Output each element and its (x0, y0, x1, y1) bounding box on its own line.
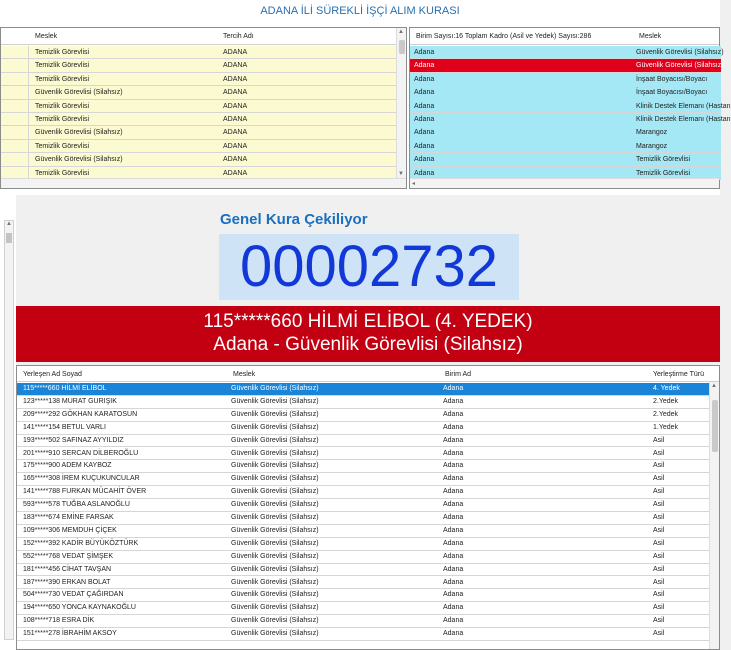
table-cell: Asil (653, 462, 665, 470)
table-cell: Asil (653, 565, 665, 573)
table-cell: Adana (443, 423, 464, 431)
table-cell: ADANA (223, 156, 248, 164)
table-cell: Asil (653, 436, 665, 444)
table-cell: Güvenlik Görevlisi (Silahsız) (231, 501, 319, 509)
table-cell: 2.Yedek (653, 410, 679, 418)
row-selector[interactable] (1, 126, 29, 138)
table-cell: Adana (414, 75, 435, 83)
table-cell: Asil (653, 630, 665, 638)
scroll-left-arrow-icon[interactable]: ◂ (412, 181, 416, 187)
row-selector[interactable] (1, 86, 29, 98)
table-cell: Adana (443, 462, 464, 470)
table-cell: 4. Yedek (653, 385, 680, 392)
table-cell: 141*****788 FURKAN MÜCAHİT ÖVER (23, 488, 147, 496)
table-cell: Adana (443, 526, 464, 534)
table-cell: Adana (443, 397, 464, 405)
table-row[interactable] (17, 448, 711, 461)
table-cell: Adana (414, 89, 435, 97)
table-cell: 552*****768 VEDAT ŞİMŞEK (23, 552, 114, 560)
table-cell: Adana (443, 539, 464, 547)
table-row[interactable] (1, 113, 397, 126)
preference-grid[interactable] (0, 27, 407, 189)
table-cell: Adana (443, 565, 464, 573)
table-cell: Asil (653, 514, 665, 521)
table-cell: Güvenlik Görevlisi (Silahsız) (35, 156, 123, 164)
draw-number-box (219, 234, 519, 300)
table-row[interactable] (410, 100, 731, 113)
column-header-tercih-adi[interactable]: Tercih Adı (223, 33, 254, 40)
row-selector[interactable] (1, 73, 29, 85)
table-cell: Güvenlik Görevlisi (Silahsız) (231, 591, 319, 599)
row-selector[interactable] (1, 100, 29, 112)
table-cell: Temizlik Görevlisi (35, 49, 90, 56)
table-cell: Adana (443, 630, 464, 638)
table-cell: İnşaat Boyacısı/Boyacı (636, 75, 708, 83)
table-cell: Temizlik Görevlisi (35, 142, 90, 150)
placement-grid-vscroll[interactable] (709, 382, 719, 649)
preference-grid-header (1, 28, 406, 45)
table-cell: ADANA (223, 142, 248, 150)
table-cell: Güvenlik Görevlisi (Silahsız) (35, 89, 123, 97)
table-row[interactable] (17, 486, 711, 499)
table-cell: Adana (414, 129, 435, 137)
table-cell: ADANA (223, 102, 248, 110)
table-cell: Güvenlik Görevlisi (Silahsız) (231, 423, 319, 431)
table-cell: 504*****730 VEDAT ÇAĞIRDAN (23, 591, 124, 599)
table-cell: Güvenlik Görevlisi (Silahsız) (231, 397, 319, 405)
table-cell: Adana (414, 102, 435, 110)
table-row[interactable] (17, 538, 711, 551)
table-cell: Adana (443, 604, 464, 612)
unit-grid-hscroll[interactable] (410, 178, 719, 188)
winner-position: Adana - Güvenlik Görevlisi (Silahsız) (213, 334, 523, 355)
column-header-yerlestirme-turu[interactable]: Yerleştirme Türü (653, 371, 704, 378)
table-cell: Adana (443, 501, 464, 509)
draw-status-label: Genel Kura Çekiliyor (220, 211, 368, 228)
table-cell: Asil (653, 604, 665, 612)
table-cell: Klinik Destek Elemanı (Hastan (636, 102, 731, 110)
table-cell: ADANA (223, 169, 248, 177)
table-row[interactable] (17, 499, 711, 512)
table-cell: 152*****392 KADİR BÜYÜKÖZTÜRK (23, 539, 139, 547)
table-cell: 193*****502 SAFINAZ AYYILDIZ (23, 436, 124, 444)
unit-grid-header (410, 28, 719, 45)
table-cell: Adana (443, 475, 464, 483)
table-cell: Adana (443, 617, 464, 625)
table-row[interactable] (17, 589, 711, 602)
scroll-thumb[interactable] (399, 40, 405, 54)
table-cell: Adana (414, 142, 435, 150)
table-cell: Temizlik Görevlisi (35, 75, 90, 83)
table-cell: ADANA (223, 49, 248, 56)
table-cell: ADANA (223, 62, 248, 70)
winner-banner (16, 306, 720, 362)
table-cell: Asil (653, 617, 665, 625)
scroll-thumb[interactable] (712, 400, 718, 452)
column-header-birim-sayisi[interactable]: Birim Sayısı:16 Toplam Kadro (Asil ve Yedek) Sayısı:286 (416, 33, 592, 40)
table-cell: Adana (414, 116, 435, 123)
table-row[interactable] (17, 564, 711, 577)
table-cell: Güvenlik Görevlisi (Silahsız) (231, 462, 319, 470)
table-cell: 187*****390 ERKAN BOLAT (23, 578, 111, 586)
table-cell: Güvenlik Görevlisi (Silahsız) (35, 129, 123, 137)
table-cell: 123*****138 MURAT GURIŞIK (23, 397, 117, 405)
table-cell: Adana (443, 385, 464, 392)
table-cell: 108*****718 ESRA DİK (23, 617, 95, 625)
table-cell: Marangoz (636, 129, 668, 137)
row-selector[interactable] (1, 153, 29, 165)
table-row[interactable] (410, 140, 721, 153)
column-header-meslek[interactable]: Meslek (35, 33, 58, 40)
row-selector[interactable] (1, 46, 29, 58)
table-cell: Asil (653, 501, 665, 509)
table-cell: Güvenlik Görevlisi (Silahsız) (231, 514, 319, 521)
table-cell: Adana (443, 436, 464, 444)
table-cell: 183*****674 EMİNE FARSAK (23, 514, 114, 521)
table-cell: 201*****910 SERCAN DİLBEROĞLU (23, 449, 139, 457)
table-cell: ADANA (223, 129, 248, 137)
unit-grid[interactable] (409, 27, 731, 189)
table-row[interactable] (1, 100, 397, 113)
table-cell: Güvenlik Görevlisi (Silahsız) (231, 410, 319, 418)
table-cell: Güvenlik Görevlisi (Silahsız) (231, 526, 319, 534)
table-row[interactable] (17, 409, 711, 422)
table-cell: Güvenlik Görevlisi (Silahsız) (231, 552, 319, 560)
table-cell: 2.Yedek (653, 397, 679, 405)
table-cell: Asil (653, 475, 665, 483)
table-cell: Asil (653, 526, 665, 534)
table-row[interactable] (17, 551, 711, 564)
table-row[interactable] (1, 86, 397, 99)
side-scrollbar[interactable] (4, 220, 14, 640)
table-row[interactable] (17, 383, 711, 396)
table-row[interactable] (410, 126, 721, 139)
row-selector[interactable] (1, 140, 29, 152)
table-row[interactable] (1, 126, 397, 139)
table-row[interactable] (17, 396, 711, 409)
row-selector[interactable] (1, 59, 29, 71)
table-cell: Temizlik Görevlisi (636, 169, 691, 177)
table-cell: Asil (653, 591, 665, 599)
table-cell: 209*****292 GÖKHAN KARATOSUN (23, 410, 138, 418)
table-row[interactable] (17, 628, 711, 641)
table-cell: Asil (653, 578, 665, 586)
winner-name: 115*****660 HİLMİ ELİBOL (4. YEDEK) (203, 311, 533, 332)
column-header-birim-ad[interactable]: Birim Ad (445, 371, 472, 378)
table-cell: Güvenlik Görevlisi (Silahsız) (231, 604, 319, 612)
table-cell: Güvenlik Görevlisi (Silahsız) (231, 565, 319, 573)
table-cell: Temizlik Görevlisi (35, 116, 90, 123)
table-cell: Asil (653, 449, 665, 457)
table-cell: İnşaat Boyacısı/Boyacı (636, 89, 708, 97)
table-cell: Adana (443, 578, 464, 586)
table-cell: ADANA (223, 116, 248, 123)
table-cell: 109*****306 MEMDUH ÇİÇEK (23, 526, 117, 534)
table-cell: Güvenlik Görevlisi (Silahsız) (636, 49, 724, 56)
table-cell: Asil (653, 552, 665, 560)
table-row[interactable] (17, 435, 711, 448)
column-header-ad-soyad[interactable]: Yerleşen Ad Soyad (23, 371, 82, 378)
table-cell: Güvenlik Görevlisi (Silahsız) (231, 385, 319, 392)
table-row[interactable] (17, 512, 711, 525)
table-cell: Temizlik Görevlisi (636, 156, 691, 164)
scroll-up-arrow-icon[interactable]: ▲ (6, 221, 12, 227)
table-row[interactable] (410, 86, 721, 99)
table-row[interactable] (410, 153, 721, 166)
table-row[interactable] (17, 422, 711, 435)
preference-grid-vscroll[interactable] (396, 28, 406, 178)
preference-grid-hscroll[interactable] (1, 178, 406, 188)
table-row[interactable] (17, 460, 711, 473)
scroll-up-arrow-icon[interactable]: ▲ (711, 383, 717, 389)
table-cell: 181*****456 CİHAT TAVŞAN (23, 565, 112, 573)
table-cell: 115*****660 HİLMİ ELİBOL (23, 385, 107, 392)
table-cell: Güvenlik Görevlisi (Silahsız) (231, 436, 319, 444)
table-row[interactable] (1, 153, 397, 166)
table-row[interactable] (410, 73, 721, 86)
table-cell: Adana (443, 514, 464, 521)
scroll-thumb[interactable] (6, 233, 12, 243)
table-cell: Adana (414, 169, 435, 177)
table-cell: Adana (443, 449, 464, 457)
table-cell: Güvenlik Görevlisi (Silahsız) (231, 578, 319, 586)
table-cell: 151*****278 İBRAHİM AKSOY (23, 630, 117, 638)
scroll-up-arrow-icon[interactable]: ▲ (398, 29, 404, 35)
table-row[interactable] (1, 59, 397, 72)
table-row[interactable] (410, 113, 731, 126)
table-cell: Güvenlik Görevlisi (Silahsız) (231, 630, 319, 638)
table-cell: Adana (414, 156, 435, 164)
table-row[interactable] (17, 525, 711, 538)
table-cell: Marangoz (636, 142, 668, 150)
column-header-meslek[interactable]: Meslek (233, 371, 256, 378)
table-row[interactable] (410, 46, 724, 59)
table-cell: Adana (443, 552, 464, 560)
table-row[interactable] (17, 473, 711, 486)
table-cell: ADANA (223, 89, 248, 97)
page-title: ADANA İLİ SÜREKLİ İŞÇİ ALIM KURASI (260, 5, 460, 17)
table-cell: Temizlik Görevlisi (35, 169, 90, 177)
table-cell: Adana (414, 62, 435, 70)
table-cell: Temizlik Görevlisi (35, 102, 90, 110)
placement-grid-header (17, 366, 719, 382)
table-row[interactable] (17, 602, 711, 615)
table-row[interactable] (17, 577, 711, 590)
table-cell: Adana (443, 410, 464, 418)
table-row[interactable] (410, 59, 724, 72)
table-row[interactable] (17, 615, 711, 628)
table-cell: Temizlik Görevlisi (35, 62, 90, 70)
table-cell: 1.Yedek (653, 423, 679, 431)
row-selector[interactable] (1, 113, 29, 125)
table-row[interactable] (1, 46, 397, 59)
table-cell: Güvenlik Görevlisi (Silahsız) (231, 617, 319, 625)
table-cell: Klinik Destek Elemanı (Hastan (636, 116, 731, 123)
table-cell: Güvenlik Görevlisi (Silahsız) (231, 488, 319, 496)
placement-grid[interactable] (16, 365, 720, 650)
table-cell: Güvenlik Görevlisi (Silahsız) (636, 62, 724, 70)
table-cell: Güvenlik Görevlisi (Silahsız) (231, 539, 319, 547)
table-cell: Güvenlik Görevlisi (Silahsız) (231, 449, 319, 457)
table-row[interactable] (1, 140, 397, 153)
table-row[interactable] (1, 73, 397, 86)
table-cell: Adana (443, 488, 464, 496)
table-cell: 593*****578 TUĞBA ASLANOĞLU (23, 501, 130, 509)
table-cell: 194*****650 YONCA KAYNAKOĞLU (23, 604, 136, 612)
table-cell: Güvenlik Görevlisi (Silahsız) (231, 475, 319, 483)
table-cell: Asil (653, 488, 665, 496)
scroll-down-arrow-icon[interactable]: ▼ (398, 171, 404, 177)
draw-number: 00002732 (239, 234, 499, 299)
table-cell: Adana (443, 591, 464, 599)
table-cell: Adana (414, 49, 435, 56)
table-cell: 175*****900 ADEM KAYBOZ (23, 462, 112, 470)
column-header-meslek[interactable]: Meslek (639, 33, 662, 40)
table-cell: 165*****308 İREM KUÇUKUNCULAR (23, 475, 140, 483)
table-cell: ADANA (223, 75, 248, 83)
table-cell: 141*****154 BETUL VARLI (23, 423, 106, 431)
table-cell: Asil (653, 539, 665, 547)
